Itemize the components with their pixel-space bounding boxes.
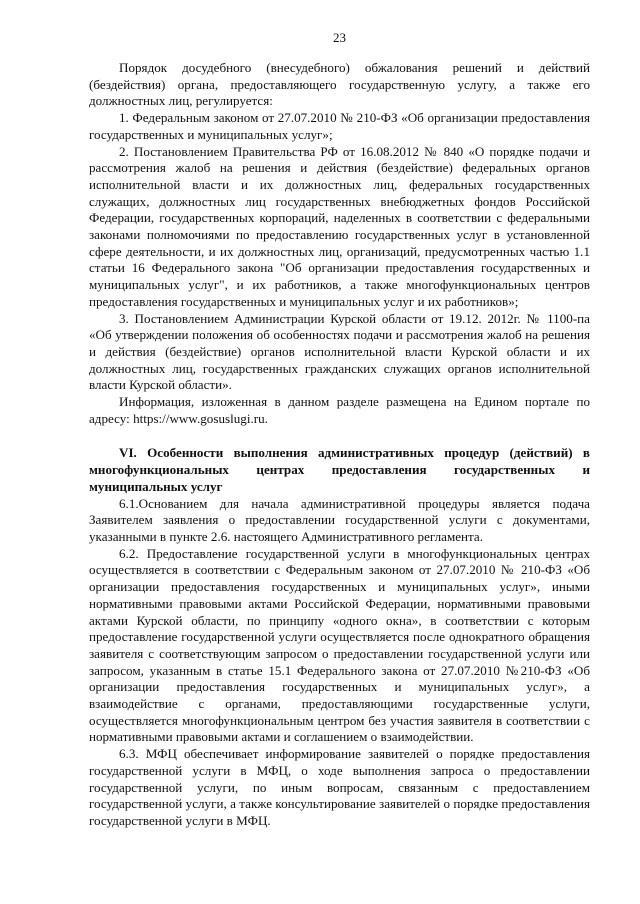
list-item: 3. Постановлением Администрации Курской области от 19.12. 2012г. № 1100-па «Об утверждении положения об особенностях подачи и рассмотрения жалоб на решения и действия (бездействие) органов исполнительной власти Курской области и их должностных лиц, государственных гражданских служащих органов исполнительной власти Курской области». <box>89 310 590 393</box>
intro-paragraph: Порядок досудебного (внесудебного) обжалования решений и действий (бездействия) органа, предоставляющего государственную услугу, а также его должностных лиц, регулируется: <box>89 60 590 109</box>
section-paragraph: 6.3. МФЦ обеспечивает информирование заявителей о порядке предоставления государственной услуги в МФЦ, о ходе выполнения запроса о предоставлении государственной услуги, по иным вопросам, связанным с предоставлением государственной услуги, а также консультирование заявителей о порядке предоставления государственной услуги в МФЦ. <box>89 746 590 828</box>
section-paragraph: 6.2. Предоставление государственной услуги в многофункциональных центрах осуществляется в соответствии с Федеральным законом от 27.07.2010 № 210-ФЗ «Об организации предоставления государственных и муниципальных услуг», иными нормативными правовыми актами Российской Федерации, нормативными правовыми актами Курской области, по принципу «одного окна», в соответствии с которым предоставление государственной услуги осуществляется после однократного обращения заявителя с соответствующим запросом о предоставлении государственной услуги или запросом, указанным в статье 15.1 Федерального закона от 27.07.2010 №210-ФЗ «Об организации предоставления государственных и муниципальных услуг», а взаимодействие с органами, предоставляющими государственные услуги, осуществляется многофункциональным центром без участия заявителя в соответствии с нормативными правовыми актами и соглашением о взаимодействии. <box>89 545 590 745</box>
spacer <box>89 427 590 445</box>
list-item: 1. Федеральным законом от 27.07.2010 № 210-ФЗ «Об организации предоставления государственных и муниципальных услуг»; <box>89 110 590 142</box>
list-item: 2. Постановлением Правительства РФ от 16.08.2012 № 840 «О порядке подачи и рассмотрения жалоб на решения и действия (бездействие) федеральных органов исполнительной власти и их должностных лиц, федеральных государственных служащих, должностных лиц государственных внебюджетных фондов Российской Федерации, государственных корпораций, наделенных в соответствии с федеральными законами полномочиями по предоставлению государственных услуг в установленной сфере деятельности, и их должностных лиц, организаций, предусмотренных частью 1.1 статьи 16 Федерального закона "Об организации предоставления государственных и муниципальных услуг", и их работников, а также многофункциональных центров предоставления государственных и муниципальных услуг и их работников»; <box>89 143 590 309</box>
section-paragraph: 6.1.Основанием для начала административной процедуры является подача Заявителем заявления о предоставлении государственной услуги с документами, указанными в пункте 2.6. настоящего Административного регламента. <box>89 495 590 544</box>
section-heading: VI. Особенности выполнения административных процедур (действий) в многофункциональных центрах предоставления государственных и муниципальных услуг <box>89 445 590 494</box>
info-paragraph: Информация, изложенная в данном разделе размещена на Едином портале по адресу: https://www.gosuslugi.ru. <box>89 394 590 426</box>
page-number: 23 <box>333 30 346 45</box>
